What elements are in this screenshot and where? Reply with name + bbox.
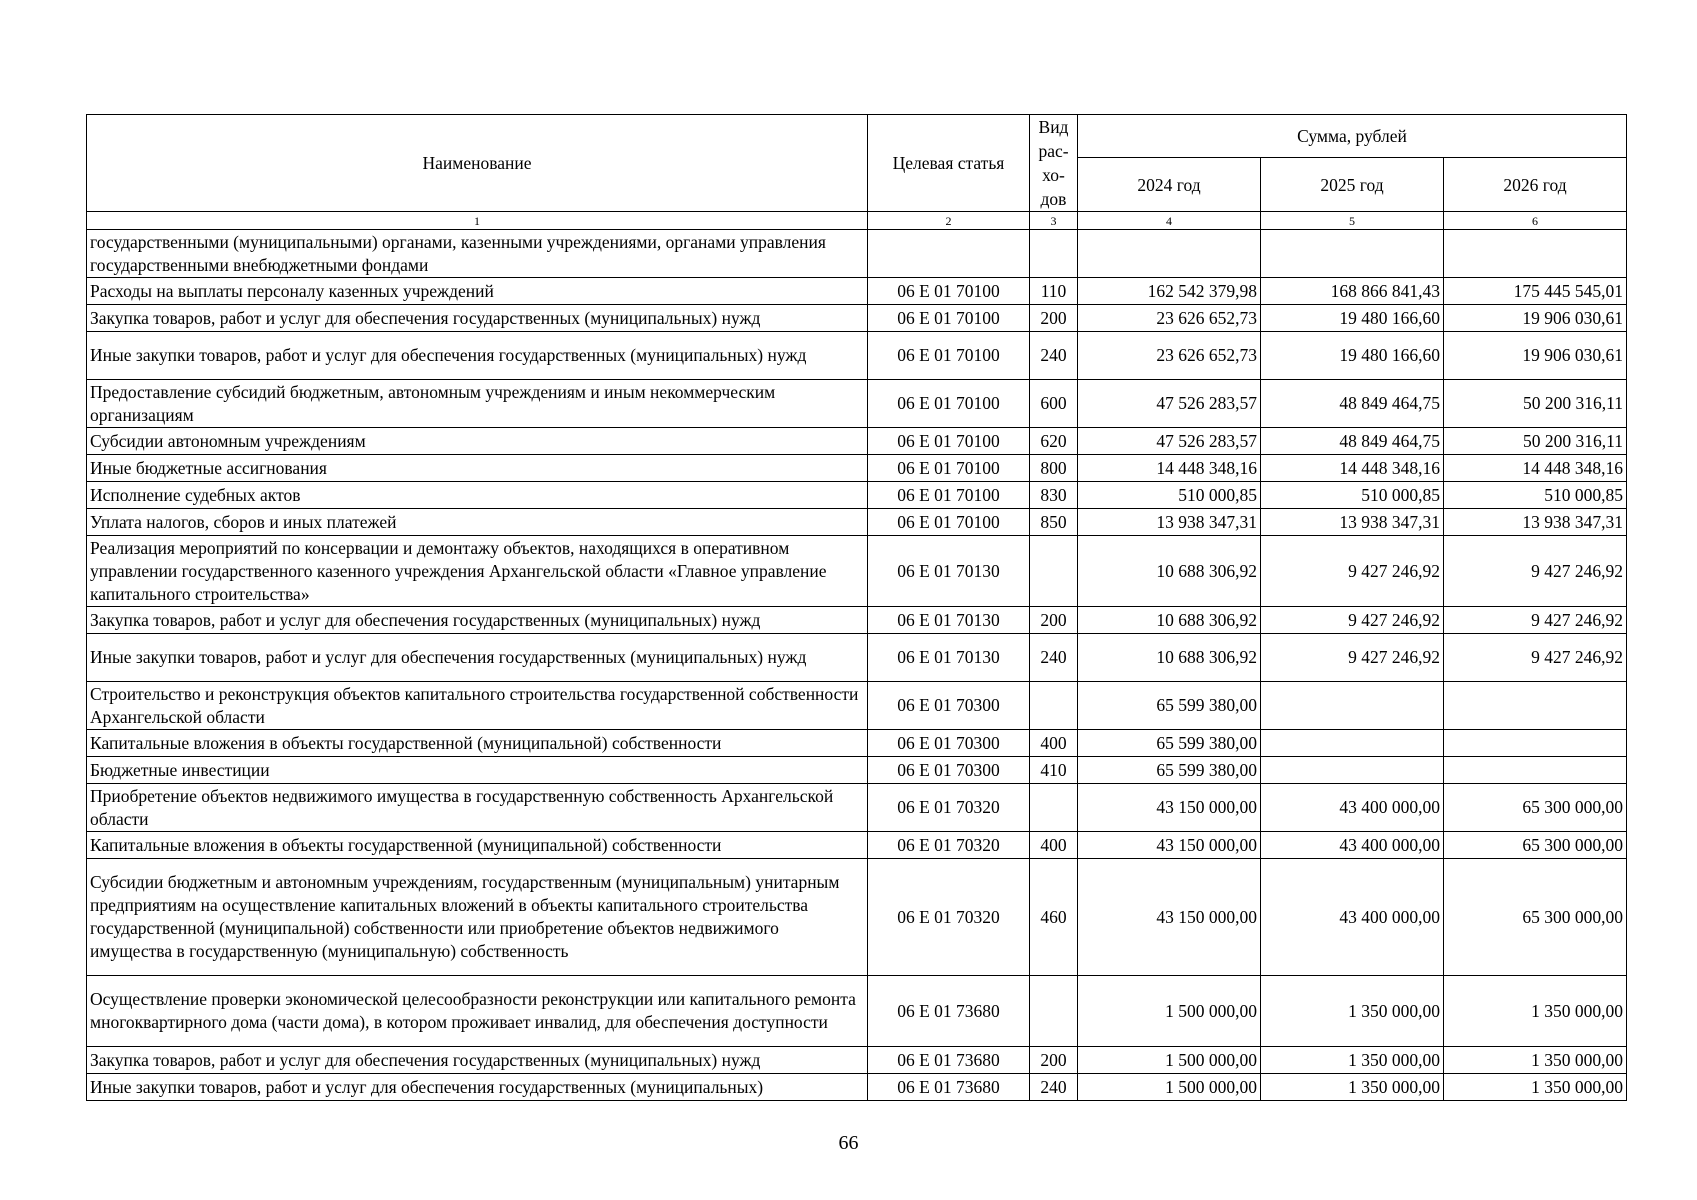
row-sum-2026-cell [1444,230,1627,278]
row-target-article-cell: 06 Е 01 70300 [868,757,1030,784]
row-sum-2024-cell: 1 500 000,00 [1078,1074,1261,1101]
table-row [87,682,1627,730]
row-sum-2024-cell: 43 150 000,00 [1078,784,1261,832]
row-sum-2026-cell: 1 350 000,00 [1444,976,1627,1047]
row-target-article-cell: 06 Е 01 70100 [868,509,1030,536]
row-sum-2026-cell: 1 350 000,00 [1444,1074,1627,1101]
row-target-article-cell: 06 Е 01 70100 [868,482,1030,509]
header-target-article: Целевая статья [868,115,1030,212]
row-expense-type-cell: 620 [1030,428,1078,455]
row-expense-type-cell [1030,976,1078,1047]
row-sum-2024-cell: 65 599 380,00 [1078,682,1261,730]
row-name-cell: Приобретение объектов недвижимого имущества в государственную собственность Архангельской области [87,784,868,832]
row-name-cell: Субсидии автономным учреждениям [87,428,868,455]
row-sum-2024-cell: 10 688 306,92 [1078,607,1261,634]
budget-table [86,114,1627,1101]
row-sum-2024-cell: 47 526 283,57 [1078,380,1261,428]
row-expense-type-cell: 400 [1030,832,1078,859]
row-name-cell: Закупка товаров, работ и услуг для обеспечения государственных (муниципальных) нужд [87,1047,868,1074]
table-row [87,634,1627,682]
table-row [87,784,1627,832]
row-target-article-cell: 06 Е 01 70320 [868,784,1030,832]
row-target-article-cell: 06 Е 01 70100 [868,332,1030,380]
row-target-article-cell: 06 Е 01 70300 [868,730,1030,757]
table-row [87,757,1627,784]
row-sum-2025-cell [1261,757,1444,784]
row-sum-2025-cell: 14 448 348,16 [1261,455,1444,482]
column-number: 2 [868,212,1030,230]
header-year-2026: 2026 год [1444,158,1627,212]
row-name-cell: Осуществление проверки экономической целесообразности реконструкции или капитального ремонта многоквартирного дома (части дома), в котором проживает инвалид, для обеспечения доступности [87,976,868,1047]
row-target-article-cell: 06 Е 01 70100 [868,305,1030,332]
row-expense-type-cell [1030,230,1078,278]
row-expense-type-cell: 240 [1030,332,1078,380]
row-sum-2024-cell: 1 500 000,00 [1078,1047,1261,1074]
row-sum-2024-cell: 510 000,85 [1078,482,1261,509]
row-sum-2025-cell: 1 350 000,00 [1261,1074,1444,1101]
column-number: 1 [87,212,868,230]
row-sum-2026-cell: 9 427 246,92 [1444,536,1627,607]
row-sum-2026-cell: 9 427 246,92 [1444,607,1627,634]
row-sum-2024-cell: 10 688 306,92 [1078,536,1261,607]
table-row [87,380,1627,428]
row-name-cell: Предоставление субсидий бюджетным, автономным учреждениям и иным некоммерческим организациям [87,380,868,428]
row-target-article-cell: 06 Е 01 73680 [868,976,1030,1047]
row-expense-type-cell: 240 [1030,634,1078,682]
row-name-cell: Иные закупки товаров, работ и услуг для обеспечения государственных (муниципальных) нужд [87,332,868,380]
header-expense-type: Вид рас-хо-дов [1030,115,1078,212]
row-name-cell: Иные бюджетные ассигнования [87,455,868,482]
row-name-cell: Иные закупки товаров, работ и услуг для обеспечения государственных (муниципальных) нужд [87,634,868,682]
row-expense-type-cell: 850 [1030,509,1078,536]
row-sum-2026-cell: 65 300 000,00 [1444,859,1627,976]
row-expense-type-cell [1030,682,1078,730]
row-sum-2024-cell: 1 500 000,00 [1078,976,1261,1047]
table-row [87,607,1627,634]
row-expense-type-cell [1030,536,1078,607]
table-row [87,832,1627,859]
row-sum-2026-cell: 65 300 000,00 [1444,832,1627,859]
row-sum-2026-cell: 1 350 000,00 [1444,1047,1627,1074]
column-number: 3 [1030,212,1078,230]
row-name-cell: Исполнение судебных актов [87,482,868,509]
table-header [87,115,1627,230]
table-row [87,428,1627,455]
row-sum-2025-cell: 1 350 000,00 [1261,976,1444,1047]
row-name-cell: Уплата налогов, сборов и иных платежей [87,509,868,536]
row-sum-2025-cell: 9 427 246,92 [1261,634,1444,682]
row-sum-2024-cell: 10 688 306,92 [1078,634,1261,682]
row-sum-2026-cell: 510 000,85 [1444,482,1627,509]
row-sum-2026-cell: 13 938 347,31 [1444,509,1627,536]
table-row [87,305,1627,332]
row-sum-2026-cell: 19 906 030,61 [1444,305,1627,332]
row-sum-2025-cell: 48 849 464,75 [1261,428,1444,455]
row-target-article-cell: 06 Е 01 73680 [868,1047,1030,1074]
row-sum-2025-cell: 19 480 166,60 [1261,305,1444,332]
row-sum-2024-cell [1078,230,1261,278]
row-target-article-cell: 06 Е 01 73680 [868,1074,1030,1101]
row-sum-2025-cell: 43 400 000,00 [1261,784,1444,832]
table-row [87,332,1627,380]
row-sum-2025-cell: 13 938 347,31 [1261,509,1444,536]
table-body [87,230,1627,1101]
header-year-2025: 2025 год [1261,158,1444,212]
row-sum-2026-cell: 14 448 348,16 [1444,455,1627,482]
row-name-cell: Субсидии бюджетным и автономным учреждениям, государственным (муниципальным) унитарным предприятиям на осуществление капитальных вложений в объекты капитального строительства государственной (муниципальной) собственности или приобретение объектов недвижимого имущества в государственную (муниципальную) собственность [87,859,868,976]
row-target-article-cell: 06 Е 01 70130 [868,536,1030,607]
row-expense-type-cell: 200 [1030,607,1078,634]
row-sum-2026-cell: 175 445 545,01 [1444,278,1627,305]
row-sum-2024-cell: 65 599 380,00 [1078,757,1261,784]
header-sum: Сумма, рублей [1078,115,1627,158]
row-sum-2026-cell [1444,757,1627,784]
table-row [87,1047,1627,1074]
row-sum-2026-cell: 65 300 000,00 [1444,784,1627,832]
row-sum-2025-cell [1261,230,1444,278]
column-number-row [87,212,1627,230]
row-sum-2024-cell: 23 626 652,73 [1078,305,1261,332]
row-sum-2026-cell [1444,682,1627,730]
row-target-article-cell: 06 Е 01 70100 [868,455,1030,482]
row-name-cell: государственными (муниципальными) органами, казенными учреждениями, органами управления государственными внебюджетными фондами [87,230,868,278]
row-expense-type-cell: 410 [1030,757,1078,784]
page-number: 66 [838,1132,859,1154]
row-sum-2024-cell: 14 448 348,16 [1078,455,1261,482]
row-target-article-cell [868,230,1030,278]
row-name-cell: Закупка товаров, работ и услуг для обеспечения государственных (муниципальных) нужд [87,305,868,332]
row-expense-type-cell: 830 [1030,482,1078,509]
row-target-article-cell: 06 Е 01 70100 [868,278,1030,305]
row-sum-2025-cell: 168 866 841,43 [1261,278,1444,305]
row-sum-2024-cell: 65 599 380,00 [1078,730,1261,757]
row-name-cell: Строительство и реконструкция объектов капитального строительства государственной собственности Архангельской области [87,682,868,730]
row-name-cell: Расходы на выплаты персоналу казенных учреждений [87,278,868,305]
column-number: 5 [1261,212,1444,230]
row-sum-2024-cell: 13 938 347,31 [1078,509,1261,536]
row-name-cell: Иные закупки товаров, работ и услуг для обеспечения государственных (муниципальных) [87,1074,868,1101]
row-sum-2025-cell: 48 849 464,75 [1261,380,1444,428]
row-target-article-cell: 06 Е 01 70100 [868,428,1030,455]
row-sum-2025-cell: 510 000,85 [1261,482,1444,509]
row-expense-type-cell: 800 [1030,455,1078,482]
row-sum-2026-cell: 50 200 316,11 [1444,428,1627,455]
column-number: 6 [1444,212,1627,230]
row-expense-type-cell: 400 [1030,730,1078,757]
column-number: 4 [1078,212,1261,230]
table-row [87,536,1627,607]
row-name-cell: Бюджетные инвестиции [87,757,868,784]
row-sum-2025-cell: 1 350 000,00 [1261,1047,1444,1074]
header-name: Наименование [87,115,868,212]
row-sum-2025-cell: 43 400 000,00 [1261,859,1444,976]
row-sum-2024-cell: 23 626 652,73 [1078,332,1261,380]
row-target-article-cell: 06 Е 01 70300 [868,682,1030,730]
table-row [87,482,1627,509]
row-expense-type-cell: 240 [1030,1074,1078,1101]
row-sum-2026-cell: 50 200 316,11 [1444,380,1627,428]
row-expense-type-cell: 110 [1030,278,1078,305]
table-row [87,730,1627,757]
row-expense-type-cell: 600 [1030,380,1078,428]
row-target-article-cell: 06 Е 01 70100 [868,380,1030,428]
table-row [87,278,1627,305]
row-sum-2025-cell: 9 427 246,92 [1261,607,1444,634]
row-sum-2026-cell: 19 906 030,61 [1444,332,1627,380]
row-target-article-cell: 06 Е 01 70130 [868,607,1030,634]
row-name-cell: Капитальные вложения в объекты государственной (муниципальной) собственности [87,730,868,757]
header-year-2024: 2024 год [1078,158,1261,212]
table-row [87,976,1627,1047]
row-sum-2025-cell [1261,682,1444,730]
row-expense-type-cell [1030,784,1078,832]
row-sum-2025-cell [1261,730,1444,757]
row-sum-2026-cell: 9 427 246,92 [1444,634,1627,682]
row-target-article-cell: 06 Е 01 70320 [868,859,1030,976]
row-expense-type-cell: 200 [1030,1047,1078,1074]
table-row [87,509,1627,536]
row-sum-2025-cell: 9 427 246,92 [1261,536,1444,607]
row-name-cell: Капитальные вложения в объекты государственной (муниципальной) собственности [87,832,868,859]
row-sum-2024-cell: 43 150 000,00 [1078,832,1261,859]
row-sum-2024-cell: 43 150 000,00 [1078,859,1261,976]
row-sum-2024-cell: 47 526 283,57 [1078,428,1261,455]
table-row [87,1074,1627,1101]
row-target-article-cell: 06 Е 01 70320 [868,832,1030,859]
table-row [87,230,1627,278]
row-expense-type-cell: 200 [1030,305,1078,332]
row-target-article-cell: 06 Е 01 70130 [868,634,1030,682]
row-expense-type-cell: 460 [1030,859,1078,976]
table-row [87,859,1627,976]
row-name-cell: Закупка товаров, работ и услуг для обеспечения государственных (муниципальных) нужд [87,607,868,634]
row-name-cell: Реализация мероприятий по консервации и демонтажу объектов, находящихся в оперативном управлении государственного казенного учреждения Архангельской области «Главное управление капитального строительства» [87,536,868,607]
row-sum-2024-cell: 162 542 379,98 [1078,278,1261,305]
row-sum-2025-cell: 19 480 166,60 [1261,332,1444,380]
table-row [87,455,1627,482]
row-sum-2026-cell [1444,730,1627,757]
row-sum-2025-cell: 43 400 000,00 [1261,832,1444,859]
